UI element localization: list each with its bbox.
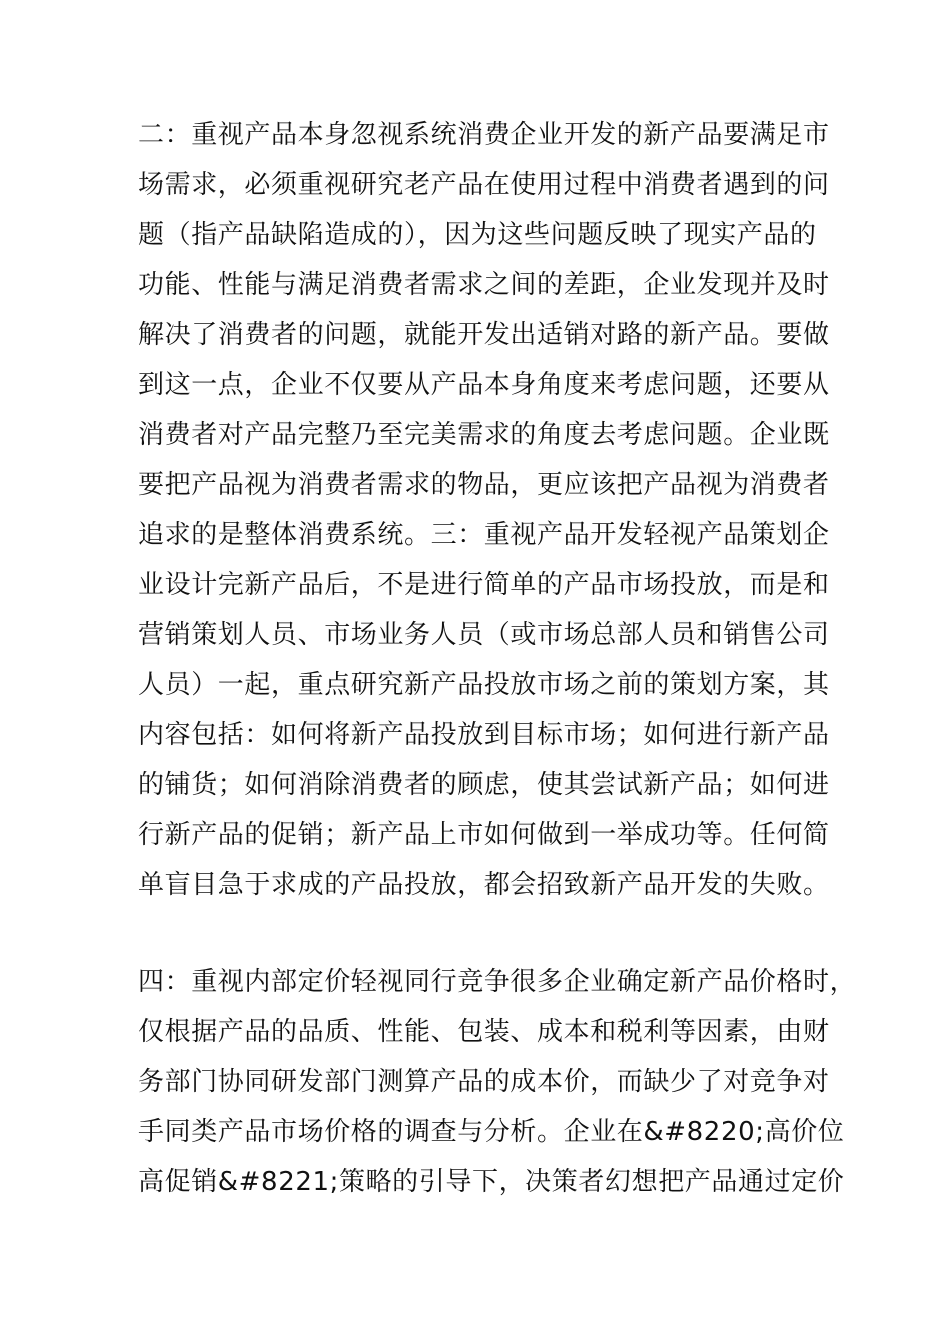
text-line: 内容包括：如何将新产品投放到目标市场；如何进行新产品 <box>138 720 830 750</box>
text-line: 仅根据产品的品质、性能、包装、成本和税利等因素，由财 <box>138 1017 830 1047</box>
paragraph-strategy-four <box>138 957 857 1207</box>
text-line: 解决了消费者的问题，就能开发出适销对路的新产品。要做 <box>138 320 830 350</box>
text-line: 业设计完新产品后，不是进行简单的产品市场投放，而是和 <box>138 570 830 600</box>
text-line: 要把产品视为消费者需求的物品，更应该把产品视为消费者 <box>138 470 830 500</box>
text-line: 功能、性能与满足消费者需求之间的差距，企业发现并及时 <box>138 270 830 300</box>
text-line: 单盲目急于求成的产品投放，都会招致新产品开发的失败。 <box>138 870 830 900</box>
text-line: 手同类产品市场价格的调查与分析。企业在&#8220;高价位 <box>138 1117 845 1147</box>
text-line: 四：重视内部定价轻视同行竞争很多企业确定新产品价格时， <box>138 967 857 997</box>
text-line: 的铺货；如何消除消费者的顾虑，使其尝试新产品；如何进 <box>138 770 830 800</box>
text-line: 追求的是整体消费系统。三：重视产品开发轻视产品策划企 <box>138 520 830 550</box>
paragraph-strategy-two-three <box>138 110 830 910</box>
text-line: 二：重视产品本身忽视系统消费企业开发的新产品要满足市 <box>138 120 830 150</box>
text-line: 人员）一起，重点研究新产品投放市场之前的策划方案，其 <box>138 670 830 700</box>
text-line: 题（指产品缺陷造成的），因为这些问题反映了现实产品的 <box>138 220 817 250</box>
text-line: 消费者对产品完整乃至完美需求的角度去考虑问题。企业既 <box>138 420 830 450</box>
text-line: 营销策划人员、市场业务人员（或市场总部人员和销售公司 <box>138 620 830 650</box>
text-line: 到这一点，企业不仅要从产品本身角度来考虑问题，还要从 <box>138 370 830 400</box>
text-line: 高促销&#8221;策略的引导下，决策者幻想把产品通过定价 <box>138 1167 845 1197</box>
text-line: 务部门协同研发部门测算产品的成本价，而缺少了对竞争对 <box>138 1067 830 1097</box>
text-line: 场需求，必须重视研究老产品在使用过程中消费者遇到的问 <box>138 170 830 200</box>
text-line: 行新产品的促销；新产品上市如何做到一举成功等。任何简 <box>138 820 830 850</box>
